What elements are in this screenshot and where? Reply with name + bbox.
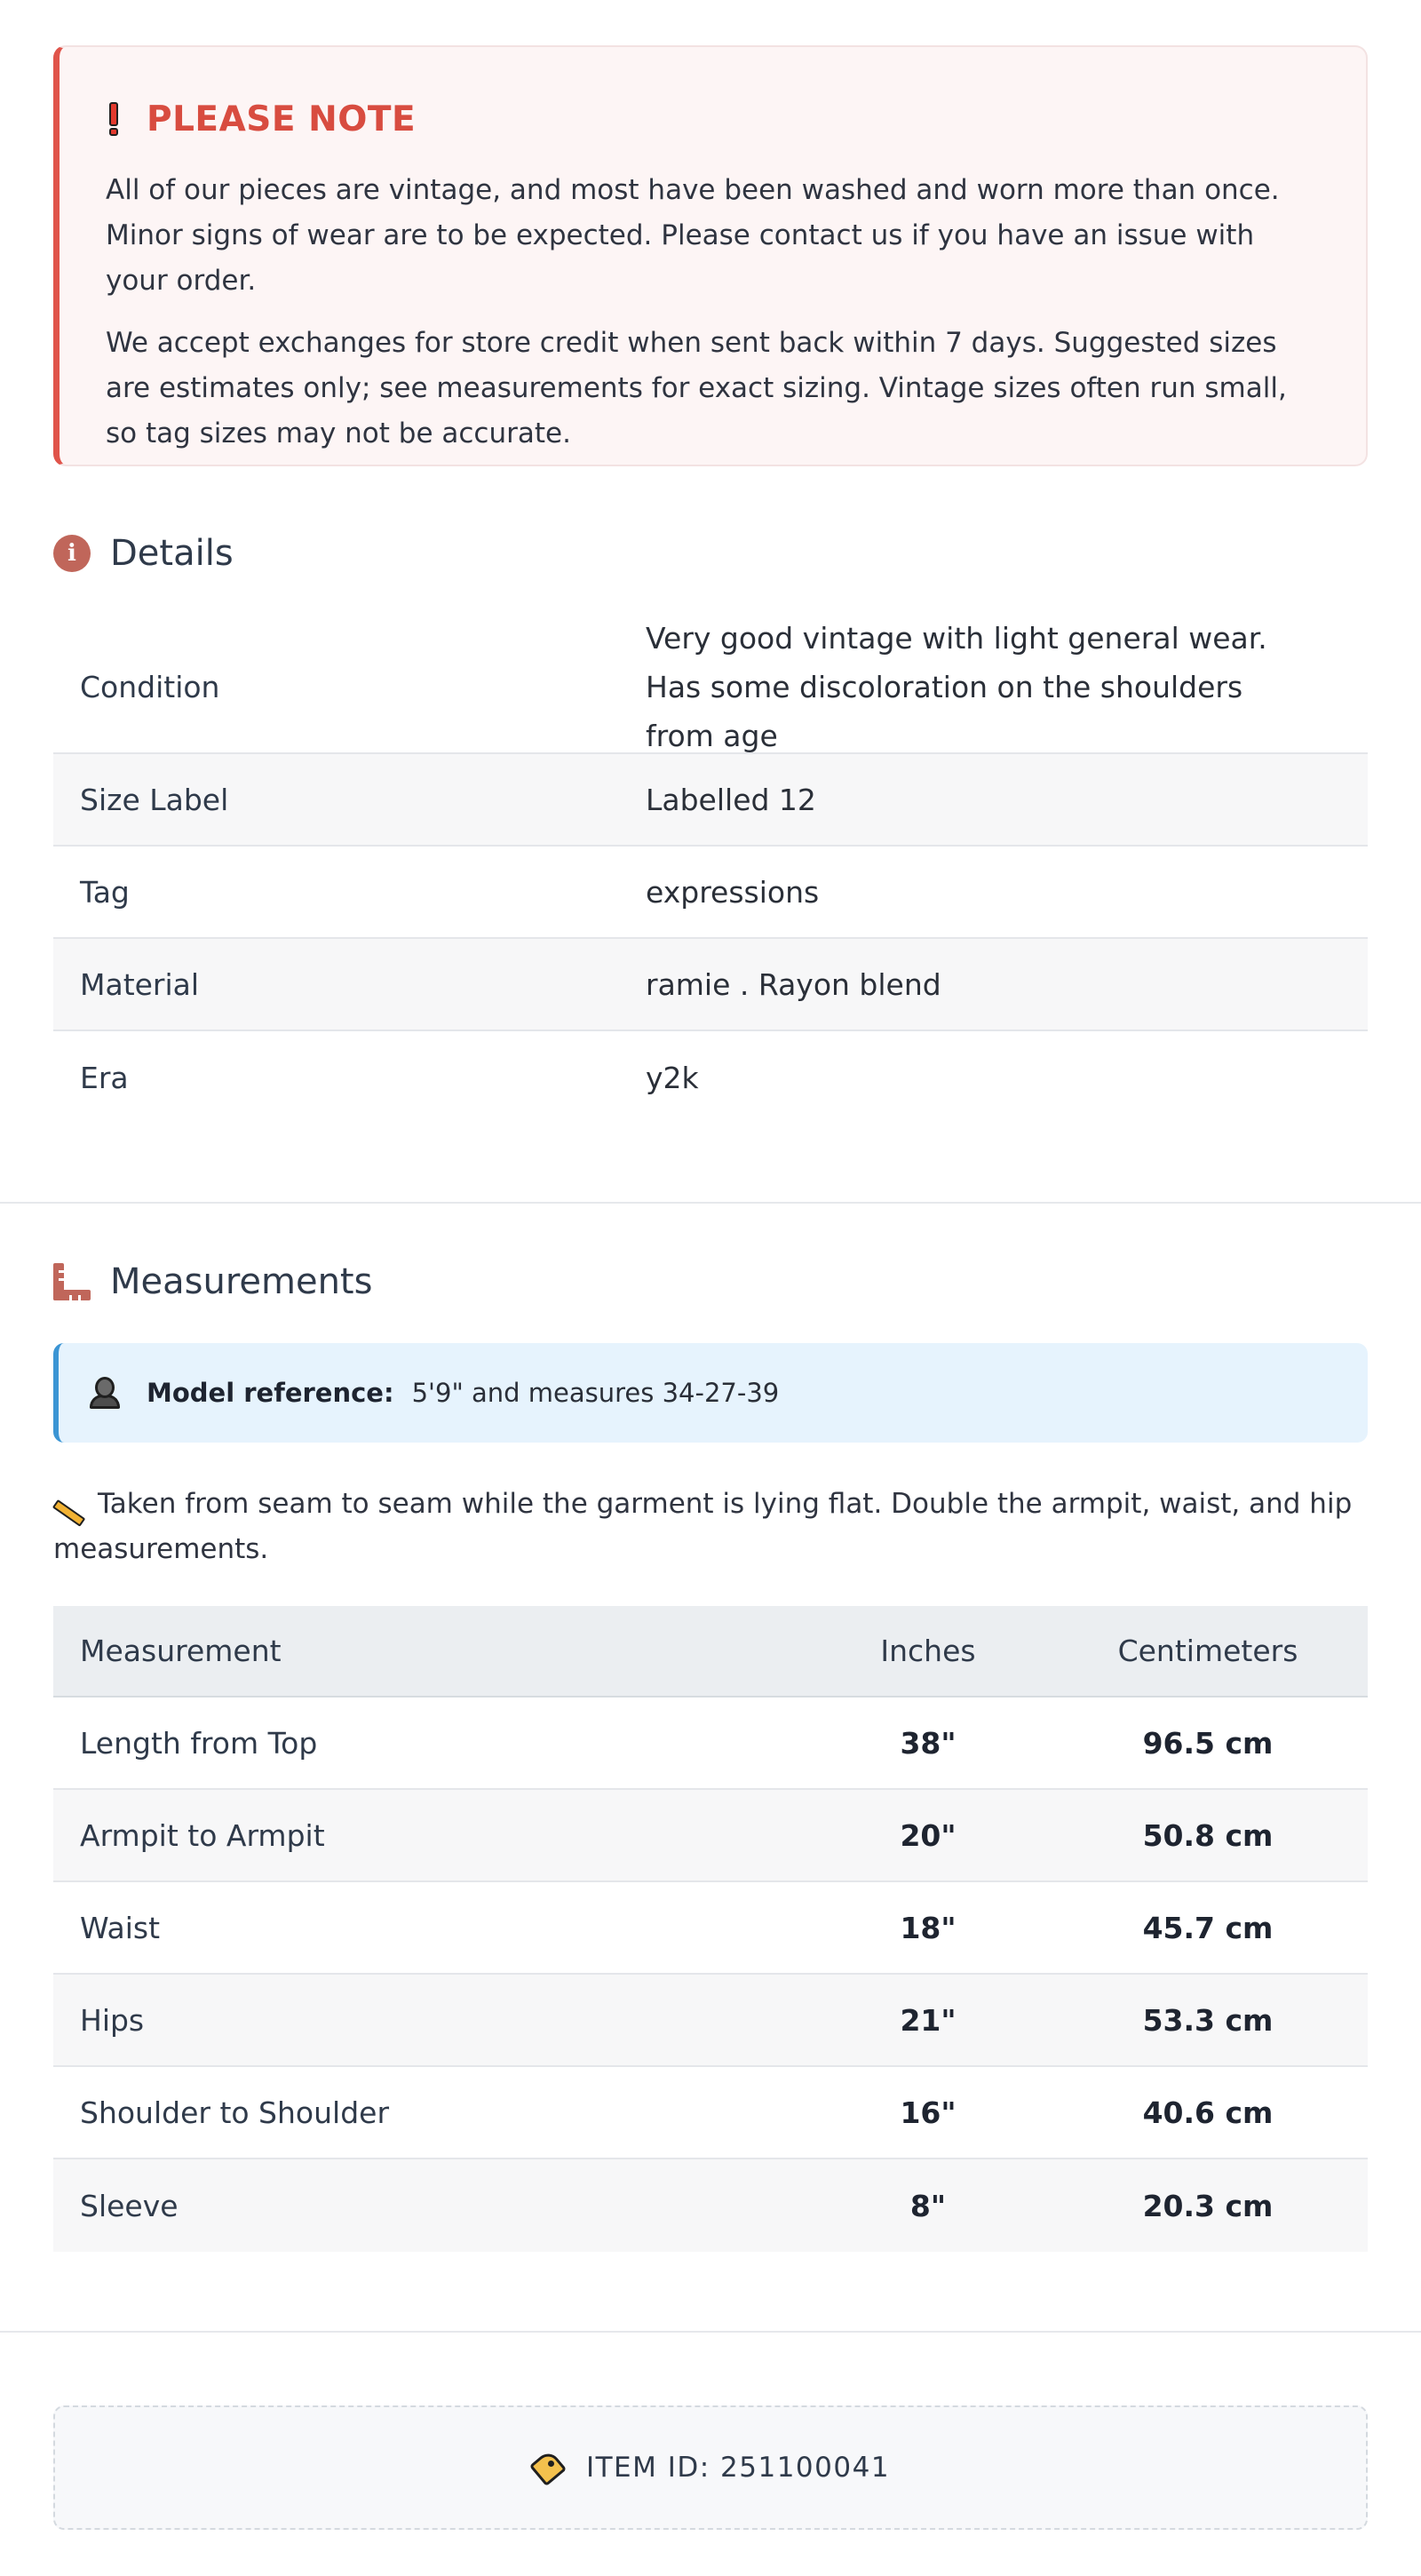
table-row — [53, 1975, 1368, 2067]
details-label: Era — [80, 1060, 129, 1095]
notice-paragraph: We accept exchanges for store credit when sent back within 7 days. Suggested sizes are estimates only; see measurements for exact sizing. Vintage sizes often run small, so tag sizes may not be accurate. — [106, 327, 1287, 449]
measurement-inches: 8" — [909, 2188, 947, 2223]
measurement-name: Length from Top — [80, 1725, 318, 1761]
section-divider — [0, 2331, 1421, 2333]
measurement-inches: 16" — [900, 2095, 957, 2130]
section-divider — [0, 1202, 1421, 1204]
model-reference-box — [53, 1343, 1368, 1443]
table-row — [53, 1882, 1368, 1975]
details-row-material — [53, 939, 1368, 1031]
measurement-inches: 20" — [900, 1817, 957, 1853]
measurement-cm: 53.3 cm — [1142, 2002, 1274, 2038]
column-header-centimeters: Centimeters — [1117, 1634, 1298, 1668]
exclamation-icon — [107, 102, 120, 136]
notice-title: PLEASE NOTE — [147, 99, 417, 139]
measurement-inches: 21" — [900, 2002, 957, 2038]
measurement-note — [53, 1482, 1368, 1572]
details-row-condition — [53, 622, 1368, 754]
details-row-size-label — [53, 754, 1368, 847]
details-row-tag — [53, 847, 1368, 939]
measurement-inches: 18" — [900, 1910, 957, 1945]
measurement-cm: 50.8 cm — [1142, 1817, 1274, 1853]
item-id-text: ITEM ID: 251100041 — [585, 2452, 891, 2484]
measurement-note-text: Taken from seam to seam while the garment is lying flat. Double the armpit, waist, and hip measurements. — [53, 1488, 1353, 1565]
measurement-cm: 96.5 cm — [1142, 1725, 1274, 1761]
details-label: Condition — [80, 670, 220, 704]
details-row-era — [53, 1031, 1368, 1124]
model-reference-label: Model reference: — [147, 1378, 394, 1408]
details-label: Size Label — [80, 782, 229, 817]
details-title: Details — [110, 533, 234, 574]
column-header-measurement: Measurement — [80, 1634, 282, 1668]
measurements-heading — [53, 1261, 372, 1302]
measurement-name: Hips — [80, 2002, 145, 2038]
measurement-cm: 40.6 cm — [1142, 2095, 1274, 2130]
person-icon — [90, 1377, 120, 1409]
item-id-box — [53, 2405, 1368, 2530]
details-value: Labelled 12 — [646, 782, 816, 817]
notice-paragraph: All of our pieces are vintage, and most have been washed and worn more than once. Minor signs of wear are to be expected. Please contact us if you have an issue with your order. — [106, 174, 1280, 297]
table-header — [53, 1606, 1368, 1697]
table-row — [53, 1790, 1368, 1882]
details-label: Material — [80, 966, 200, 1002]
measurement-inches: 38" — [900, 1725, 957, 1761]
ruler-icon — [53, 1263, 91, 1300]
info-icon: i — [53, 535, 91, 572]
details-value: Very good vintage with light general wear. Has some discoloration on the shoulders from age — [646, 621, 1267, 753]
measurement-cm: 45.7 cm — [1142, 1910, 1274, 1945]
measurement-name: Waist — [80, 1910, 161, 1945]
measurement-cm: 20.3 cm — [1142, 2188, 1274, 2223]
table-row — [53, 1697, 1368, 1790]
details-value: y2k — [646, 1060, 699, 1095]
measurements-title: Measurements — [110, 1261, 373, 1302]
details-value: ramie . Rayon blend — [646, 966, 941, 1002]
tag-icon — [531, 2453, 567, 2483]
measurements-table — [53, 1606, 1368, 2252]
table-row — [53, 2067, 1368, 2159]
details-table — [53, 622, 1368, 1124]
please-note-banner — [53, 45, 1368, 466]
model-reference-value: 5'9" and measures 34-27-39 — [411, 1378, 780, 1408]
measurement-name: Shoulder to Shoulder — [80, 2095, 390, 2130]
details-heading — [53, 533, 234, 574]
column-header-inches: Inches — [880, 1634, 976, 1668]
details-value: expressions — [646, 874, 820, 910]
table-row — [53, 2159, 1368, 2252]
pencil-icon — [53, 1493, 85, 1515]
measurement-name: Sleeve — [80, 2188, 179, 2223]
details-label: Tag — [80, 874, 130, 910]
notice-header — [106, 97, 1322, 141]
measurement-name: Armpit to Armpit — [80, 1817, 325, 1853]
